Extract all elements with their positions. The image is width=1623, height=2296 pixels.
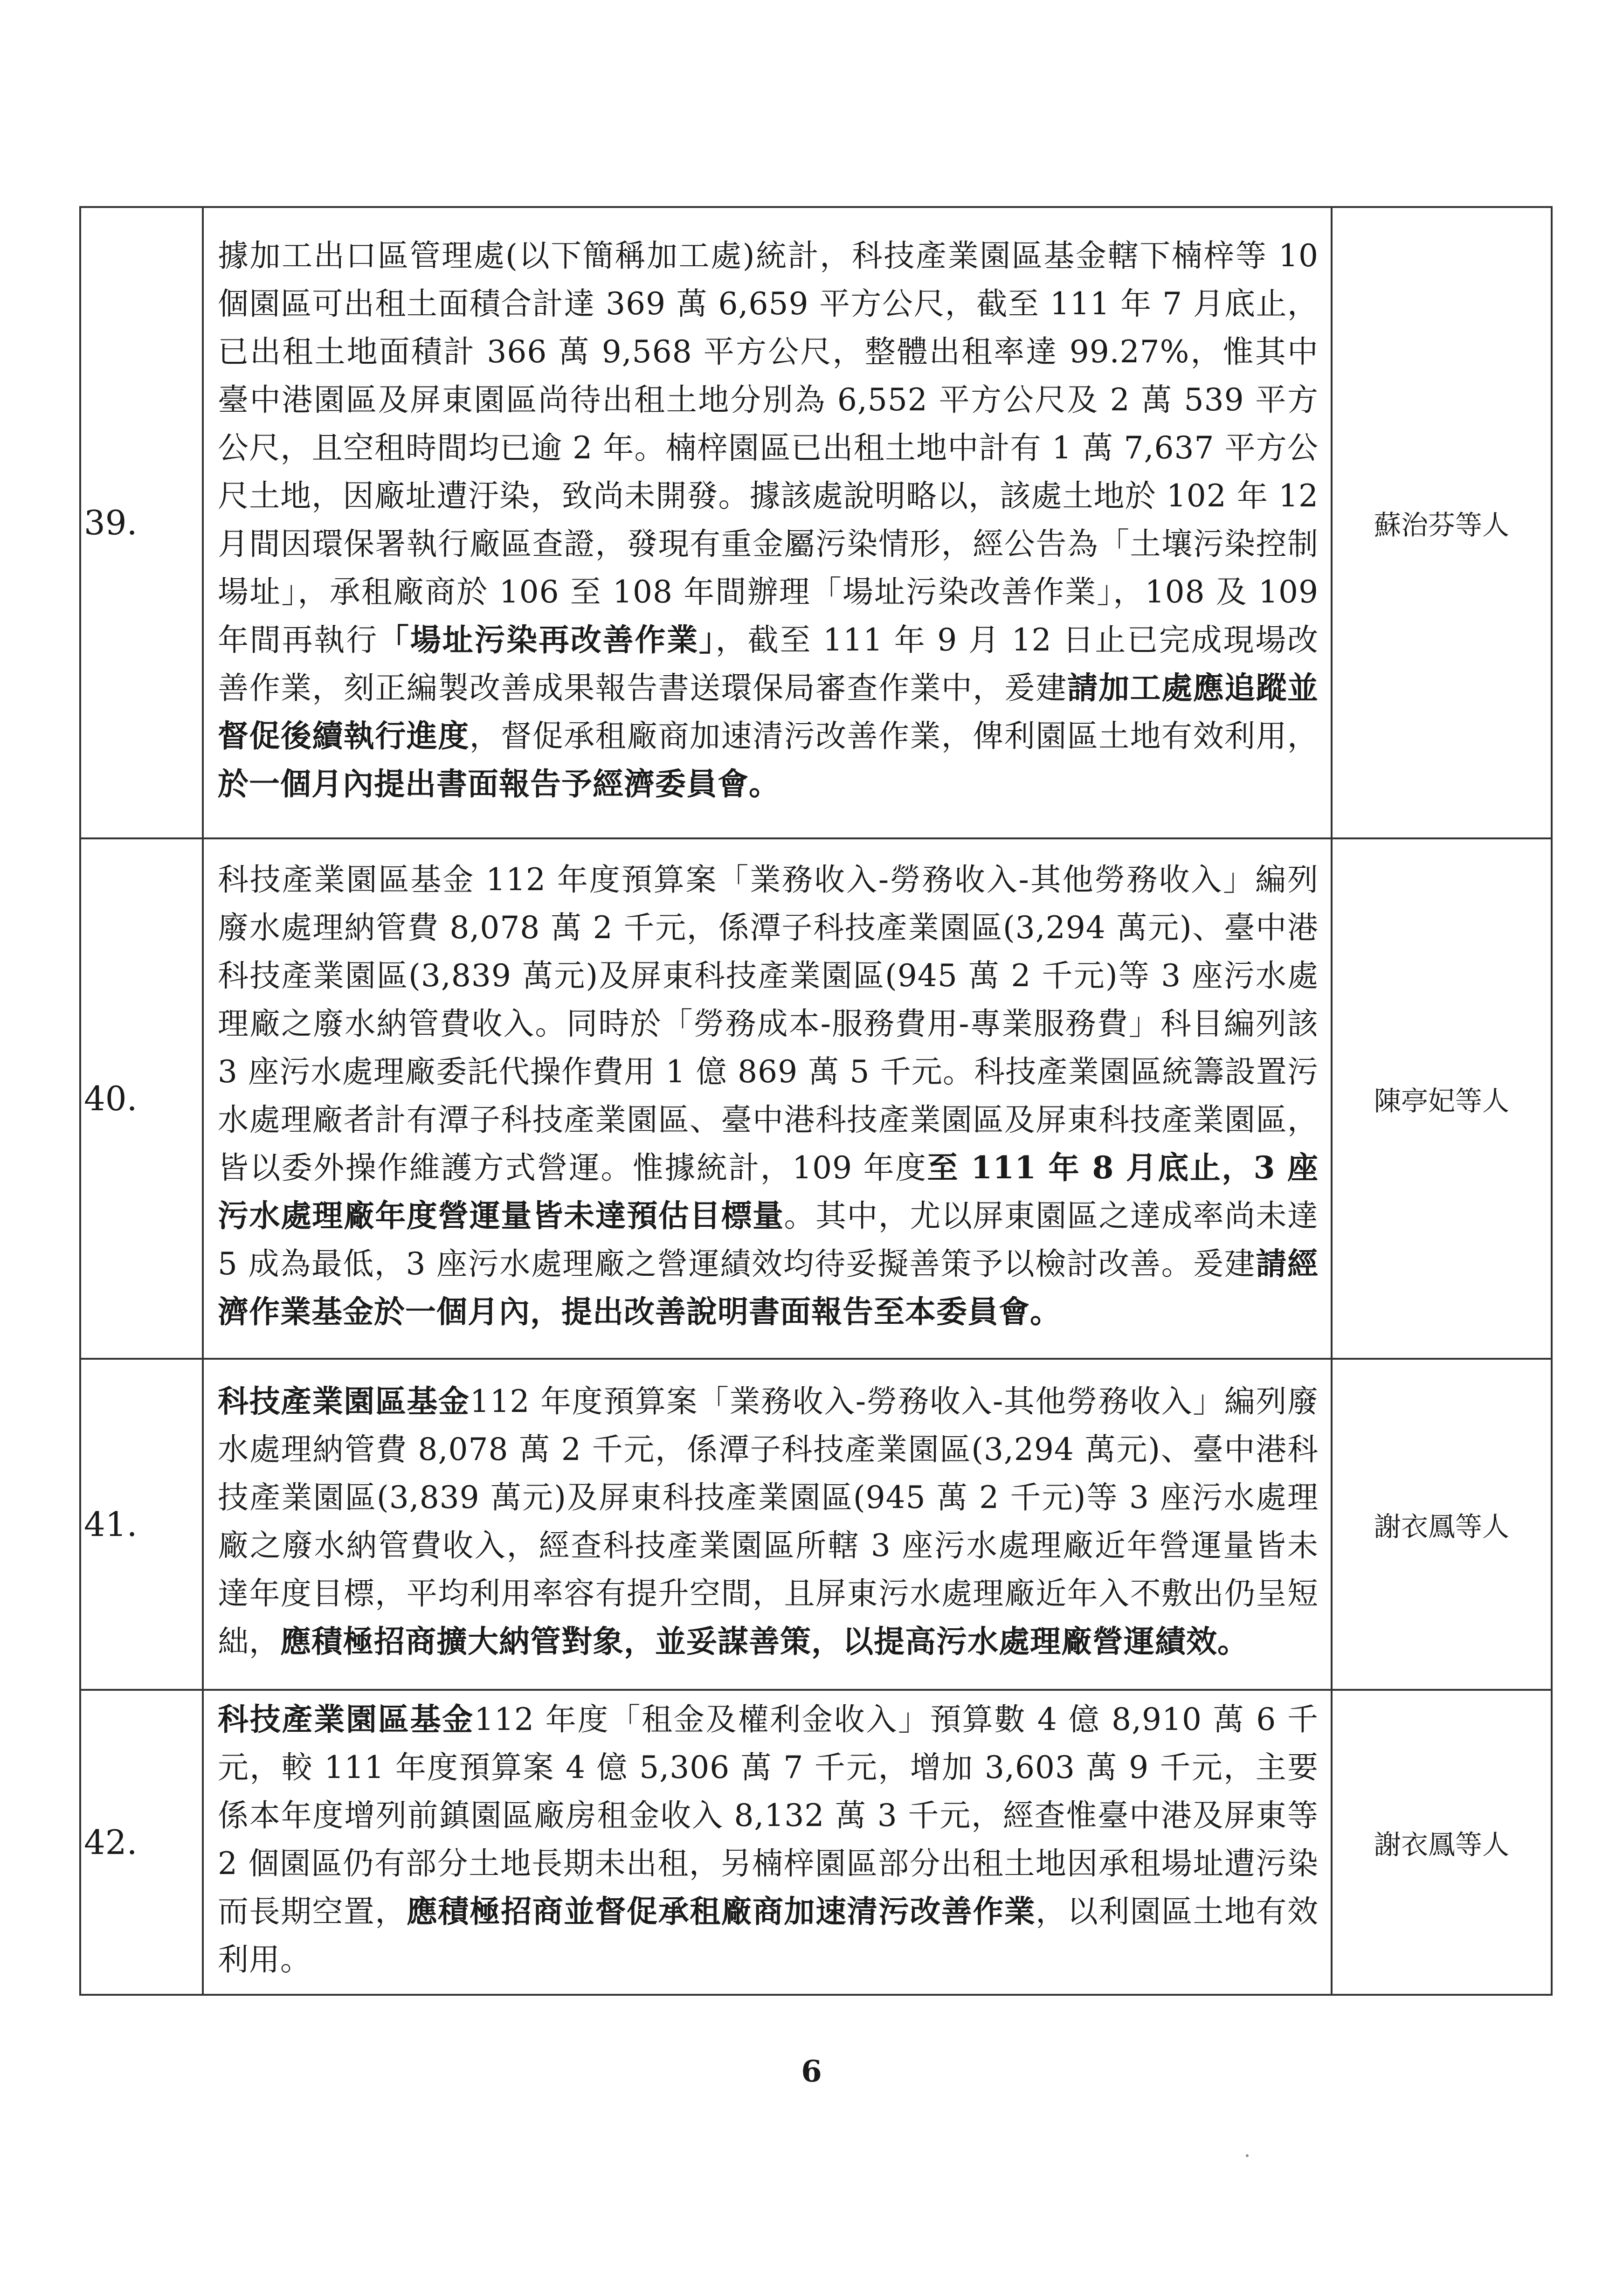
item-text-cell [203,1359,1332,1690]
proposer-name: 陳亭妃等人 [1332,838,1552,1359]
emphasis-text: 科技產業園區基金 [218,1701,475,1737]
emphasis-text: 於一個月內提出書面報告予經濟委員會。 [218,766,780,802]
proposer-name: 蘇治芬等人 [1332,207,1552,838]
body-text: ，以利園區土地有效利用。 [218,1894,1319,1978]
page-number: 6 [801,2054,822,2089]
item-number: 40. [80,838,203,1359]
table-row-40 [80,838,1552,1359]
item-text [204,1691,1331,1994]
resolution-table [79,206,1553,1996]
emphasis-text: 科技產業園區基金 [218,1383,470,1419]
table-row-42 [80,1690,1552,1995]
item-text-cell [203,207,1332,838]
emphasis-text: 至 111 年 8 月底止，3 座污水處理廠年度營運量皆未達預估目標量 [218,1149,1319,1234]
proposer-name: 謝衣鳳等人 [1332,1690,1552,1995]
item-text [204,227,1331,818]
emphasis-text: 應積極招商並督促承租廠商加速清污改善作業 [406,1893,1036,1929]
body-text: ，督促承租廠商加速清污改善作業，俾利園區土地有效利用， [469,718,1319,754]
item-text [204,851,1331,1346]
body-text: 112 年度預算案「業務收入-勞務收入-其他勞務收入」編列廢水處理納管費 8,078 萬 2 千元，係潭子科技產業園區(3,294 萬元)、臺中港科技產業園區(3,839 萬元)及屏東科技產業園區(945 萬 2 千元)等 3 座污水處理廠之廢水納管費收入，經查科技產業園區所轄 3 座污水處理廠近年營運量皆未達年度目標，平均利用率容有提升空間，且屏東污水處理廠近年入不敷出仍呈短絀， [218,1383,1319,1660]
item-text-cell [203,838,1332,1359]
emphasis-text: 請加工處應追蹤並督促後續執行進度 [218,670,1319,754]
proposer-name: 謝衣鳳等人 [1332,1359,1552,1690]
body-text: 。其中，尤以屏東園區之達成率尚未達 5 成為最低，3 座污水處理廠之營運績效均待妥擬善策予以檢討改善。爰建 [218,1198,1319,1282]
table-row-41 [80,1359,1552,1690]
emphasis-text: 請經濟作業基金於一個月內，提出改善說明書面報告至本委員會。 [218,1245,1319,1330]
body-text: 據加工出口區管理處(以下簡稱加工處)統計，科技產業園區基金轄下楠梓等 10 個園區可出租土面積合計達 369 萬 6,659 平方公尺，截至 111 年 7 月底止，已出租土地面積計 366 萬 9,568 平方公尺，整體出租率達 99.27%，惟其中臺中港園區及屏東園區尚待出租土地分別為 6,552 平方公尺及 2 萬 539 平方公尺，且空租時間均已逾 2 年。楠梓園區已出租土地中計有 1 萬 7,637 平方公尺土地，因廠址遭汙染，致尚未開發。據該處說明略以，該處土地於 102 年 12 月間因環保署執行廠區查證，發現有重金屬污染情形，經公告為「土壤污染控制場址」，承租廠商於 106 至 108 年間辦理「場址污染改善作業」，108 及 109 年間再執行 [218,238,1319,658]
body-text: 112 年度「租金及權利金收入」預算數 4 億 8,910 萬 6 千元，較 111 年度預算案 4 億 5,306 萬 7 千元，增加 3,603 萬 9 千元，主要係本年度增列前鎮園區廠房租金收入 8,132 萬 3 千元，經查惟臺中港及屏東等 2 個園區仍有部分土地長期未出租，另楠梓園區部分出租土地因承租場址遭污染而長期空置， [218,1701,1319,1929]
item-text [204,1373,1331,1676]
item-number: 41. [80,1359,203,1690]
item-number: 39. [80,207,203,838]
table-row-39 [80,207,1552,838]
scan-speck [1246,2154,1249,2157]
body-text: ，截至 111 年 9 月 12 日止已完成現場改善作業，刻正編製改善成果報告書送環保局審查作業中，爰建 [218,622,1319,706]
body-text: 科技產業園區基金 112 年度預算案「業務收入-勞務收入-其他勞務收入」編列廢水處理納管費 8,078 萬 2 千元，係潭子科技產業園區(3,294 萬元)、臺中港科技產業園區(3,839 萬元)及屏東科技產業園區(945 萬 2 千元)等 3 座污水處理廠之廢水納管費收入。同時於「勞務成本-服務費用-專業服務費」科目編列該 3 座污水處理廠委託代操作費用 1 億 869 萬 5 千元。科技產業園區統籌設置污水處理廠者計有潭子科技產業園區、臺中港科技產業園區及屏東科技產業園區，皆以委外操作維護方式營運。惟據統計，109 年度 [218,862,1319,1186]
emphasis-text: 應積極招商擴大納管對象，並妥謀善策，以提高污水處理廠營運績效。 [280,1623,1249,1660]
emphasis-text: 「場址污染再改善作業」 [378,622,716,658]
item-text-cell [203,1690,1332,1995]
item-number: 42. [80,1690,203,1995]
